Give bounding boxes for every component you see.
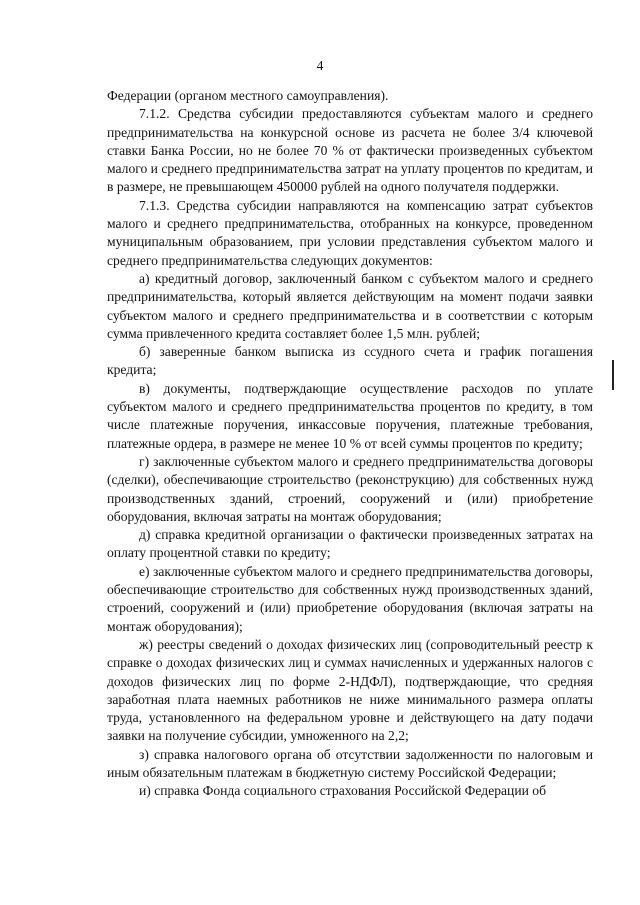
- paragraph-continuation: Федерации (органом местного самоуправления).: [107, 88, 389, 103]
- list-item-i: и) справка Фонда социального страхования Российской Федерации об: [139, 783, 546, 799]
- list-item-g: г) заключенные субъектом малого и среднего предпринимательства договоры (сделки), обеспечивающие строительство (реконструкцию) для собственных нужд производственных зданий, строений, сооружений и (или) приобретение оборудования, включая затраты на монтаж оборудования;: [107, 453, 593, 524]
- document-body: [107, 87, 593, 801]
- paragraph-7-1-3: 7.1.3. Средства субсидии направляются на компенсацию затрат субъектов малого и среднего предпринимательства, отобранных на конкурсе, проведенном муниципальным образованием, при условии представления субъектом малого и среднего предпринимательства следующих документов:: [107, 197, 593, 268]
- page-number: 4: [316, 58, 324, 73]
- list-item-z: з) справка налогового органа об отсутствии задолженности по налоговым и иным обязательным платежам в бюджетную систему Российской Федерации;: [107, 746, 593, 780]
- list-item-d: д) справка кредитной организации о фактически произведенных затратах на оплату процентной ставки по кредиту;: [107, 527, 593, 561]
- list-item-v: в) документы, подтверждающие осуществление расходов по уплате субъектом малого и среднего предпринимательства процентов по кредиту, в том числе платежные поручения, инкассовые поручения, платежные требования, платежные ордера, в размере не менее 10 % от всей суммы процентов по кредиту;: [107, 380, 593, 451]
- list-item-zh: ж) реестры сведений о доходах физических лиц (сопроводительный реестр к справке о доходах физических лиц и суммах начисленных и удержанных налогов с доходов физических лиц по форме 2-НДФЛ), подтверждающие, что средняя заработная плата наемных работников не ниже минимального размера оплаты труда, установленного на федеральном уровне и действующего на дату подачи заявки на получение субсидии, умноженного на 2,2;: [107, 636, 593, 744]
- margin-mark: [612, 360, 614, 390]
- list-item-b: б) заверенные банком выписка из ссудного счета и график погашения кредита;: [107, 344, 593, 378]
- paragraph-7-1-2: 7.1.2. Средства субсидии предоставляются субъектам малого и среднего предпринимательства на конкурсной основе из расчета не более 3/4 ключевой ставки Банка России, но не более 70 % от фактически произведенных субъектом малого и среднего предпринимательства затрат на уплату процентов по кредитам, и в размере, не превышающем 450000 рублей на одного получателя поддержки.: [107, 106, 593, 195]
- list-item-a: а) кредитный договор, заключенный банком с субъектом малого и среднего предпринимательства, который является действующим на момент подачи заявки субъектом малого и среднего предпринимательства и в соответствии с которым сумма привлеченного кредита составляет более 1,5 млн. рублей;: [107, 270, 593, 341]
- list-item-e: е) заключенные субъектом малого и среднего предпринимательства договоры, обеспечивающие строительство для собственных нужд производственных зданий, строений, сооружений и (или) приобретение оборудования (включая затраты на монтаж оборудования);: [107, 563, 593, 634]
